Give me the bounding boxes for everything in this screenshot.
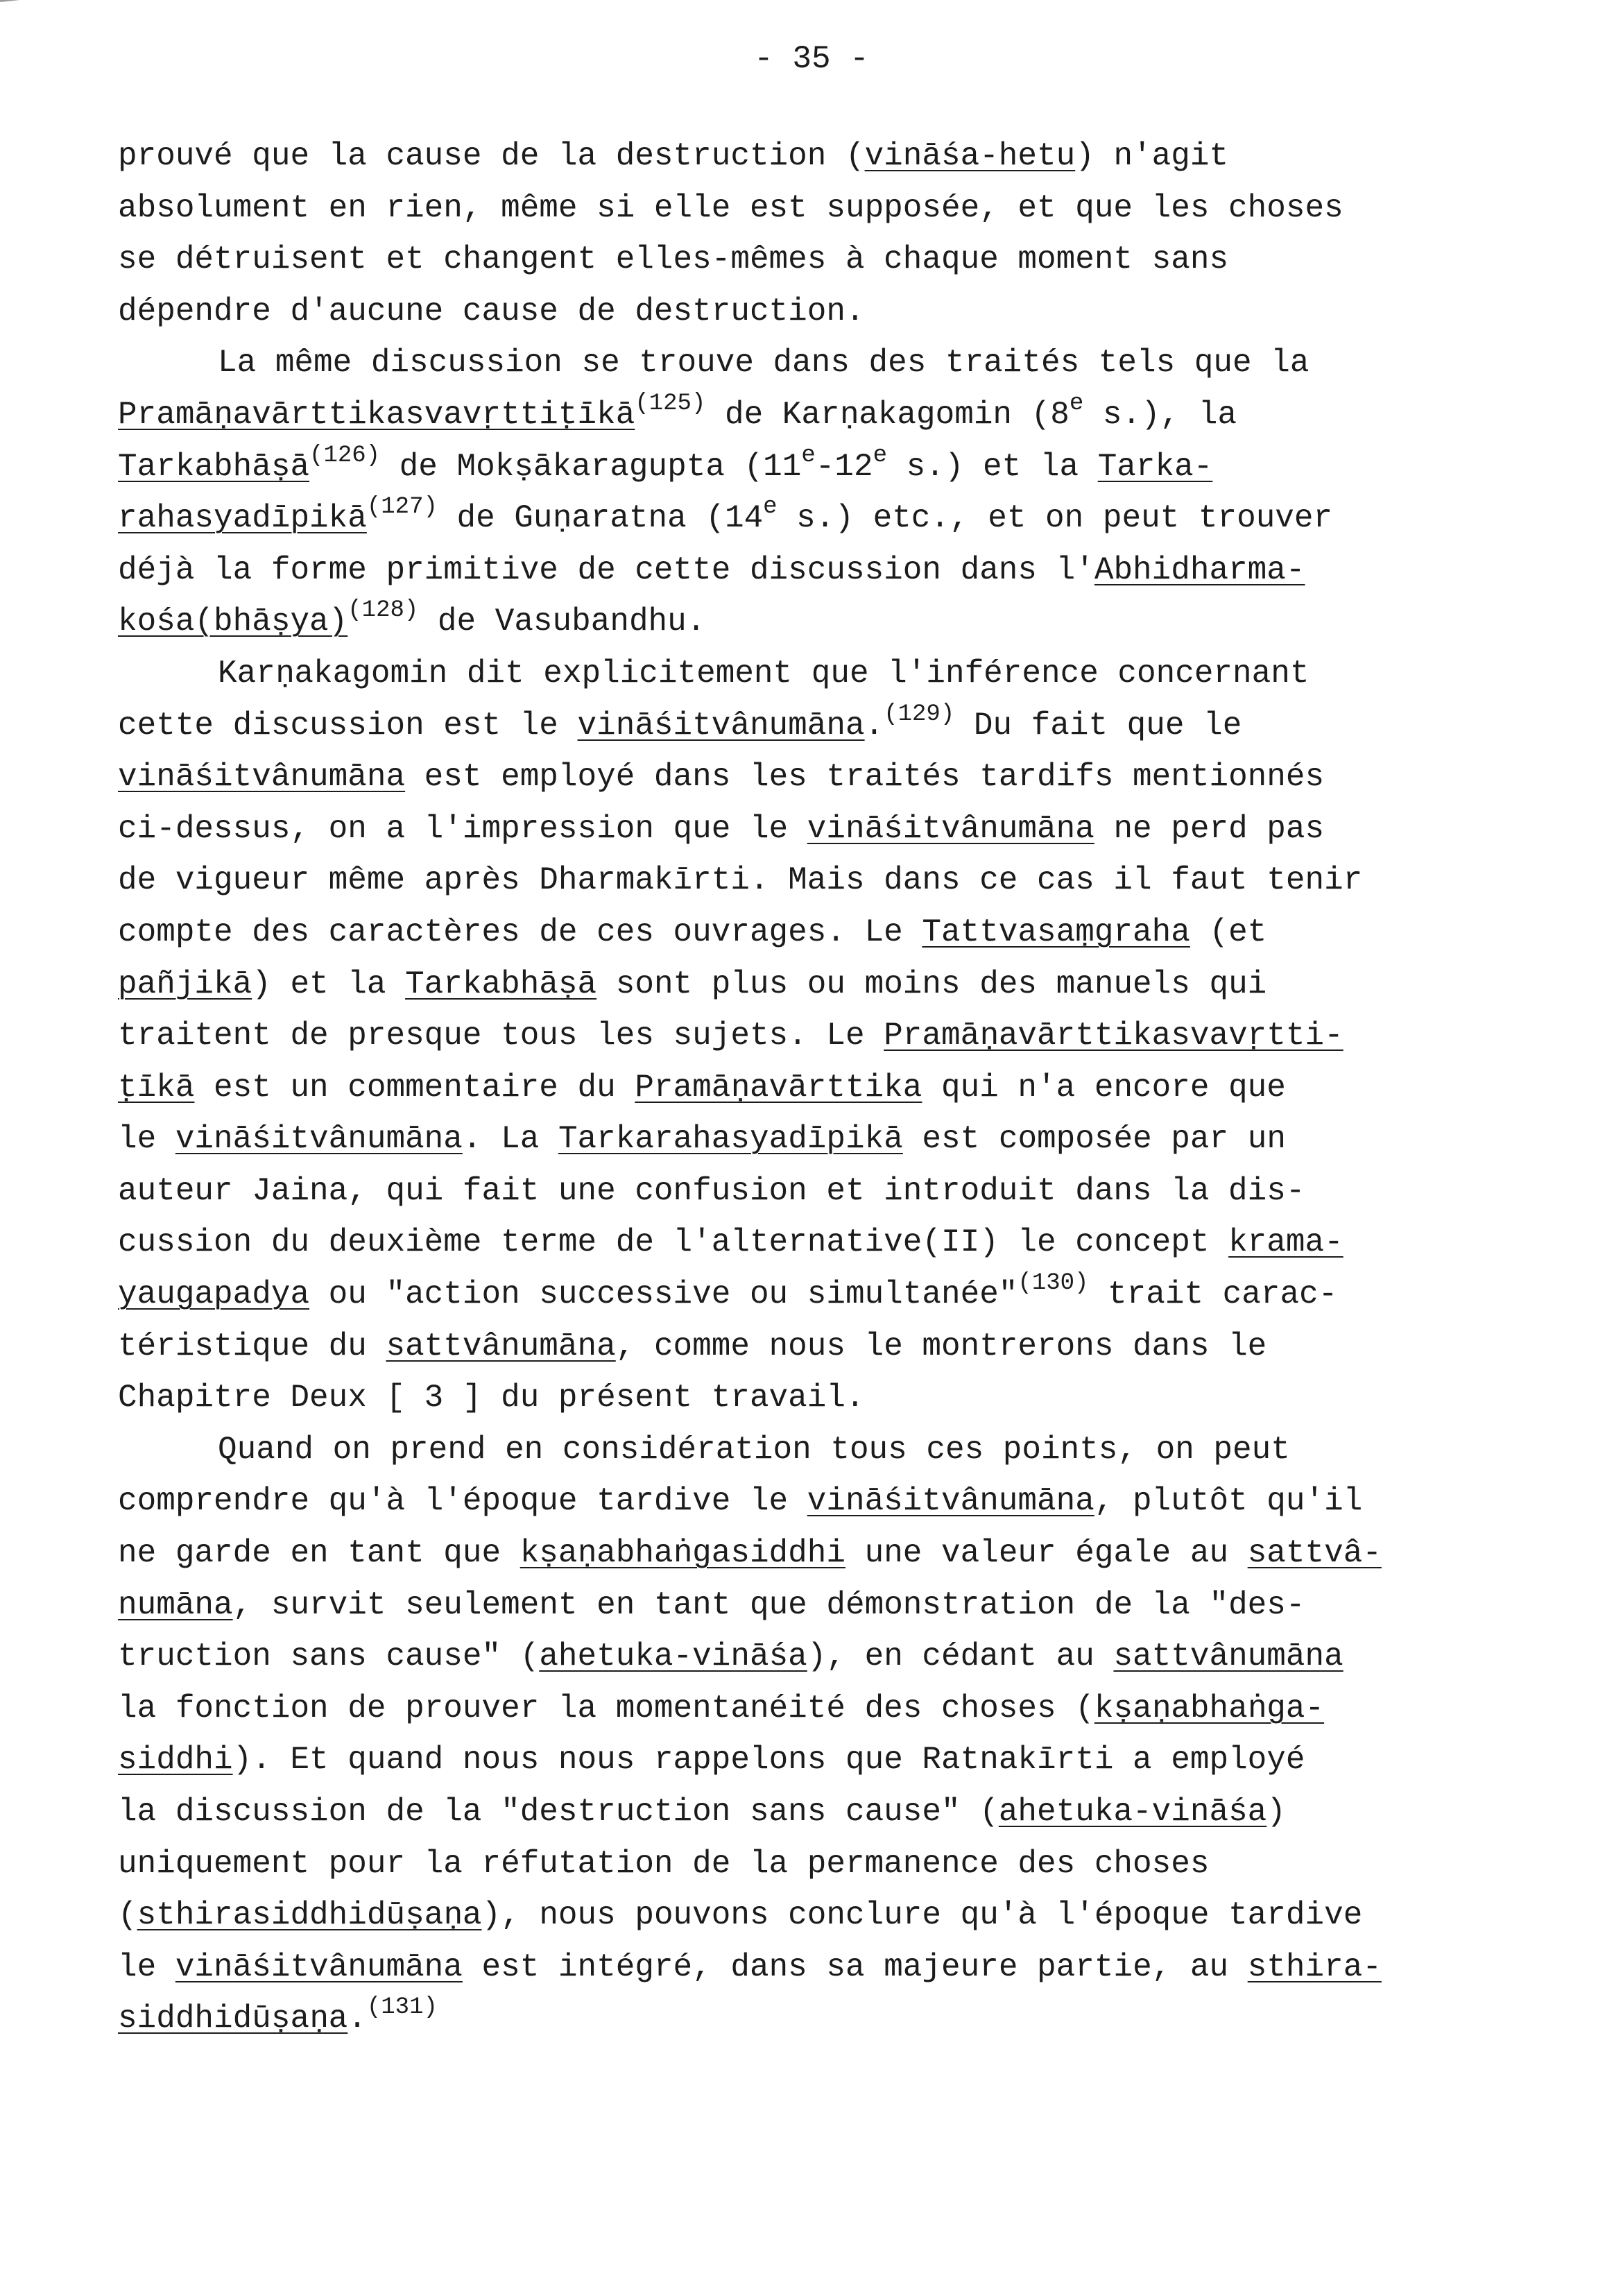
text-line xyxy=(118,751,1505,803)
text-line xyxy=(118,1683,1505,1735)
text-run: ne garde en tant que xyxy=(118,1535,520,1572)
text-run: Du fait que le xyxy=(954,707,1242,744)
text-run: téristique du xyxy=(118,1328,386,1364)
underlined-term: krama- xyxy=(1228,1224,1343,1261)
superscript: e xyxy=(801,442,816,469)
text-line xyxy=(118,1579,1505,1631)
superscript: (126) xyxy=(309,442,381,469)
text-run: qui n'a encore que xyxy=(922,1069,1286,1106)
underlined-term: vināśitvânumāna xyxy=(175,1121,463,1158)
text-run: . xyxy=(347,2001,367,2037)
text-line xyxy=(118,545,1505,597)
text-run: uniquement pour la réfutation de la permanence des choses xyxy=(118,1845,1210,1882)
text-run: cette discussion est le xyxy=(118,707,578,744)
text-line xyxy=(118,596,1505,648)
text-run: ne perd pas xyxy=(1094,810,1325,847)
text-line xyxy=(118,441,1505,493)
text-line xyxy=(118,1631,1505,1683)
text-line xyxy=(118,1372,1505,1424)
text-run: ), nous pouvons conclure qu'à l'époque tardive xyxy=(481,1897,1363,1934)
underlined-term: rahasyadīpikā xyxy=(118,500,367,537)
text-run: , comme nous le montrerons dans le xyxy=(615,1328,1267,1364)
text-run: une valeur égale au xyxy=(845,1535,1248,1572)
superscript: (128) xyxy=(347,597,419,624)
superscript: (125) xyxy=(635,390,706,417)
body-text xyxy=(118,130,1505,2045)
underlined-term: sthira- xyxy=(1247,1948,1382,1985)
text-line xyxy=(118,1993,1505,2045)
text-run: déjà la forme primitive de cette discussion dans l' xyxy=(118,551,1094,588)
underlined-term: Tarka- xyxy=(1097,448,1213,485)
text-run: le xyxy=(118,1948,175,1985)
underlined-term: sthirasiddhidūṣaṇa xyxy=(137,1897,482,1934)
text-run: ), en cédant au xyxy=(807,1638,1114,1675)
text-run: prouvé que la cause de la destruction ( xyxy=(118,138,865,174)
underlined-term: kṣaṇabhaṅga- xyxy=(1094,1690,1325,1727)
text-line xyxy=(118,286,1505,338)
text-run: cussion du deuxième terme de l'alternative(II) le concept xyxy=(118,1224,1229,1261)
text-run: de Karṇakagomin (8 xyxy=(705,396,1070,433)
text-line xyxy=(118,1113,1505,1165)
text-line xyxy=(118,1269,1505,1321)
text-line xyxy=(118,907,1505,959)
text-run: . xyxy=(864,707,884,744)
text-run: . La xyxy=(462,1121,558,1158)
text-run: ) n'agit xyxy=(1075,138,1229,174)
text-run: s.) et la xyxy=(887,448,1098,485)
text-line xyxy=(118,855,1505,907)
text-run: ) xyxy=(1266,1794,1286,1830)
text-run: Quand on prend en considération tous ces points, on peut xyxy=(218,1431,1290,1468)
superscript: (127) xyxy=(366,494,438,521)
underlined-term: Abhidharma- xyxy=(1094,551,1305,588)
underlined-term: Pramāṇavārttikasvavṛtti- xyxy=(884,1018,1343,1054)
text-run: est employé dans les traités tardifs mentionnés xyxy=(405,759,1325,796)
text-line xyxy=(118,234,1505,286)
superscript: (130) xyxy=(1017,1270,1089,1297)
text-run: ( xyxy=(118,1897,137,1934)
text-run: auteur Jaina, qui fait une confusion et introduit dans la dis- xyxy=(118,1172,1305,1209)
text-line xyxy=(118,130,1505,182)
text-run: (et xyxy=(1190,914,1267,950)
underlined-term: vināśitvânumāna xyxy=(175,1948,463,1985)
text-line xyxy=(118,1527,1505,1579)
scan-edge-mark xyxy=(0,0,64,19)
text-line xyxy=(118,803,1505,855)
text-run: se détruisent et changent elles-mêmes à chaque moment sans xyxy=(118,241,1229,278)
text-line xyxy=(118,1838,1505,1890)
underlined-term: sattvânumāna xyxy=(1113,1638,1343,1675)
text-line xyxy=(118,700,1505,752)
text-line xyxy=(118,1165,1505,1217)
superscript: e xyxy=(1069,390,1084,417)
text-run: est un commentaire du xyxy=(194,1069,635,1106)
text-run: ). Et quand nous nous rappelons que Ratnakīrti a employé xyxy=(232,1742,1305,1779)
underlined-term: vināśitvânumāna xyxy=(807,810,1094,847)
underlined-term: ahetuka-vināśa xyxy=(998,1794,1267,1830)
underlined-term: vināśa-hetu xyxy=(864,138,1076,174)
underlined-term: pañjikā xyxy=(118,966,252,1002)
text-run: s.), la xyxy=(1083,396,1237,433)
text-run: La même discussion se trouve dans des traités tels que la xyxy=(218,345,1309,382)
text-run: de Guṇaratna (14 xyxy=(437,500,764,537)
underlined-term: vināśitvânumāna xyxy=(807,1483,1094,1520)
underlined-term: ṭīkā xyxy=(118,1069,195,1106)
text-run: de Mokṣākaragupta (11 xyxy=(380,448,802,485)
text-run: la fonction de prouver la momentanéité des choses ( xyxy=(118,1690,1094,1727)
superscript: (131) xyxy=(366,1994,438,2021)
text-run: Karṇakagomin dit explicitement que l'inférence concernant xyxy=(218,655,1309,692)
underlined-term: Tarkarahasyadīpikā xyxy=(558,1121,903,1158)
text-run: est composée par un xyxy=(902,1121,1286,1158)
superscript: e xyxy=(763,494,778,521)
text-run: comprendre qu'à l'époque tardive le xyxy=(118,1483,807,1520)
underlined-term: yaugapadya xyxy=(118,1276,310,1313)
underlined-term: ahetuka-vināśa xyxy=(539,1638,807,1675)
text-line xyxy=(118,959,1505,1011)
text-run: de vigueur même après Dharmakīrti. Mais dans ce cas il faut tenir xyxy=(118,862,1363,899)
text-run: trait carac- xyxy=(1088,1276,1338,1313)
page-number: - 35 - xyxy=(754,41,869,77)
text-line xyxy=(118,1321,1505,1373)
superscript: e xyxy=(873,442,888,469)
text-run: absolument en rien, même si elle est supposée, et que les choses xyxy=(118,189,1343,226)
text-line xyxy=(118,492,1505,545)
text-line xyxy=(118,1217,1505,1269)
text-line xyxy=(118,1786,1505,1838)
text-line xyxy=(118,337,1505,389)
text-line xyxy=(118,182,1505,234)
text-line xyxy=(118,1890,1505,1942)
underlined-term: Tattvasaṃgraha xyxy=(922,914,1190,950)
underlined-term: kośa(bhāṣya) xyxy=(118,603,348,640)
text-run: truction sans cause" ( xyxy=(118,1638,540,1675)
underlined-term: Pramāṇavārttikasvavṛttiṭīkā xyxy=(118,396,635,433)
text-line xyxy=(118,1010,1505,1062)
text-run: s.) etc., et on peut trouver xyxy=(777,500,1333,537)
text-run: compte des caractères de ces ouvrages. Le xyxy=(118,914,922,950)
text-run: ci-dessus, on a l'impression que le xyxy=(118,810,807,847)
underlined-term: numāna xyxy=(118,1586,233,1623)
text-run: dépendre d'aucune cause de destruction. xyxy=(118,293,865,329)
text-line xyxy=(118,1475,1505,1527)
underlined-term: sattvâ- xyxy=(1247,1535,1382,1572)
text-run: -12 xyxy=(815,448,873,485)
text-run: ) et la xyxy=(252,966,406,1002)
text-run: , plutôt qu'il xyxy=(1094,1483,1363,1520)
underlined-term: kṣaṇabhaṅgasiddhi xyxy=(519,1535,845,1572)
text-line xyxy=(118,389,1505,441)
text-run: est intégré, dans sa majeure partie, au xyxy=(462,1948,1248,1985)
text-line xyxy=(118,1062,1505,1114)
text-run: traitent de presque tous les sujets. Le xyxy=(118,1018,884,1054)
underlined-term: siddhidūṣaṇa xyxy=(118,2001,348,2037)
text-run: Chapitre Deux [ 3 ] du présent travail. xyxy=(118,1380,865,1416)
text-run: , survit seulement en tant que démonstration de la "des- xyxy=(232,1586,1305,1623)
text-line xyxy=(118,1942,1505,1994)
text-run: ou "action successive ou simultanée" xyxy=(309,1276,1018,1313)
underlined-term: vināśitvânumāna xyxy=(118,759,406,796)
text-run: le xyxy=(118,1121,175,1158)
text-run: de Vasubandhu. xyxy=(418,603,706,640)
superscript: (129) xyxy=(884,701,955,728)
underlined-term: vināśitvânumāna xyxy=(577,707,865,744)
text-line xyxy=(118,1424,1505,1476)
underlined-term: sattvânumāna xyxy=(386,1328,616,1364)
text-run: sont plus ou moins des manuels qui xyxy=(596,966,1267,1002)
text-line xyxy=(118,1734,1505,1786)
underlined-term: Tarkabhāṣā xyxy=(118,448,310,485)
underlined-term: Pramāṇavārttika xyxy=(635,1069,922,1106)
underlined-term: Tarkabhāṣā xyxy=(405,966,597,1002)
underlined-term: siddhi xyxy=(118,1742,233,1779)
text-run: la discussion de la "destruction sans cause" ( xyxy=(118,1794,999,1830)
text-line xyxy=(118,648,1505,700)
